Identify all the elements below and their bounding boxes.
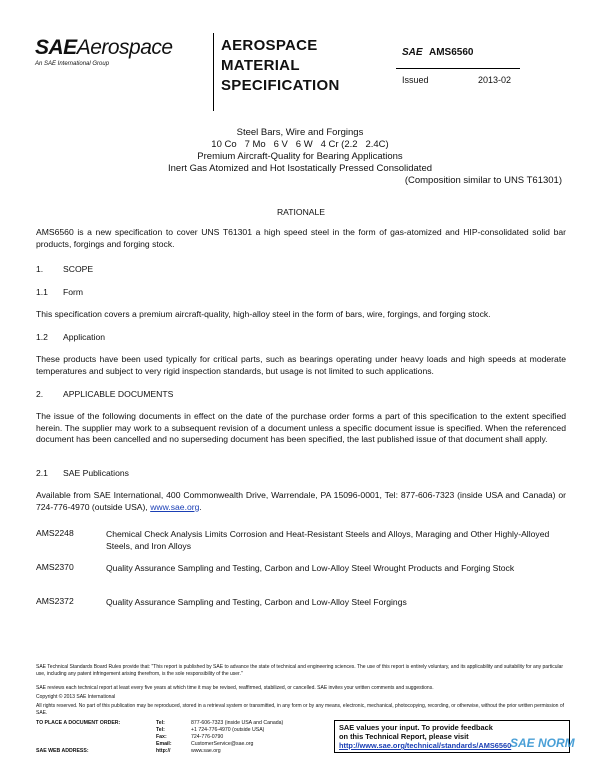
sae-norm-watermark: SAE NORM xyxy=(510,736,575,750)
section-number: 2. xyxy=(36,389,44,399)
fax-number: 724-776-0790 xyxy=(191,734,224,740)
issued-label: Issued xyxy=(402,75,429,85)
feedback-link[interactable]: http://www.sae.org/technical/standards/AMS6560 xyxy=(339,741,512,750)
title-line-2: 10 Co 7 Mo 6 V 6 W 4 Cr (2.2 2.4C) xyxy=(211,139,389,150)
order-contacts xyxy=(36,720,283,755)
section-number: 1.1 xyxy=(36,287,48,297)
web-label: SAE WEB ADDRESS: xyxy=(36,748,89,754)
review-notice: SAE reviews each technical report at least every five years at which time it may be revised, reaffirmed, stabilized, or cancelled. SAE invites your written comments and suggestions. xyxy=(36,685,434,691)
logo-brand: SAE xyxy=(35,36,77,59)
tel-inside-usa: 877-606-7323 (inside USA and Canada) xyxy=(191,720,284,726)
order-label: TO PLACE A DOCUMENT ORDER: xyxy=(36,720,121,726)
id-box-divider xyxy=(396,68,520,69)
sentence-end: . xyxy=(199,501,202,512)
title-line-3: Premium Aircraft-Quality for Bearing Applications xyxy=(197,151,403,162)
ref-text-ams2370: Quality Assurance Sampling and Testing, Carbon and Low-Alloy Steel Wrought Products and Forging Stock xyxy=(106,563,515,573)
web-address[interactable]: www.sae.org xyxy=(191,748,221,754)
ref-text-ams2372: Quality Assurance Sampling and Testing, Carbon and Low-Alloy Steel Forgings xyxy=(106,597,407,607)
standards-board-notice: SAE Technical Standards Board Rules provide that: "This report is published by SAE to advance the state of technical and engineering sciences. The use of this report is entirely voluntary, and its applicability and suitability for any particular use, including any patent infringement arising therefrom, is the sole responsibility of the user." xyxy=(36,664,564,677)
sae-website-link[interactable]: www.sae.org xyxy=(150,501,200,512)
spec-title-line3: SPECIFICATION xyxy=(221,77,340,94)
section-1-1-heading xyxy=(36,287,83,297)
ref-text-ams2248: Chemical Check Analysis Limits Corrosion and Heat-Resistant Steels and Alloys, Maraging and Other Highly-Alloyed Steels, and Iron Alloys xyxy=(106,529,550,551)
section-1-1-text: This specification covers a premium aircraft-quality, high-alloy steel in the form of bars, wire, forgings, and forging stock. xyxy=(36,309,491,319)
rationale-text: AMS6560 is a new specification to cover UNS T61301 a high speed steel in the form of gas-atomized and HIP-consolidated solid bar products, forgings and forging stock. xyxy=(36,227,566,249)
spec-title-line1: AEROSPACE xyxy=(221,37,318,54)
ref-code-ams2248: AMS2248 xyxy=(36,528,74,538)
rights-notice: All rights reserved. No part of this publication may be reproduced, stored in a retrieval system or transmitted, in any form or by any means, electronic, mechanical, photocopying, recording, or otherwise, without the prior written permission of SAE. xyxy=(36,703,565,716)
tel-label: Tel: xyxy=(156,720,165,726)
fax-label: Fax: xyxy=(156,734,167,740)
title-line-4: Inert Gas Atomized and Hot Isostatically Pressed Consolidated xyxy=(167,163,433,174)
sae-aerospace-logo xyxy=(35,37,173,68)
section-title: Form xyxy=(63,287,84,297)
section-2-heading xyxy=(36,389,173,399)
section-title: Application xyxy=(63,332,106,342)
rationale-heading: RATIONALE xyxy=(276,207,326,217)
email-address[interactable]: CustomerService@sae.org xyxy=(191,741,254,747)
logo-word: Aerospace xyxy=(76,36,173,59)
tel-outside-usa: +1 724-776-4970 (outside USA) xyxy=(191,727,265,733)
http-label: http:// xyxy=(156,748,171,754)
sae-contact-text: Available from SAE International, 400 Commonwealth Drive, Warrendale, PA 15096-0001, Tel: 877-606-7323 (inside USA and Canada) or 724-776-4970 (outside USA), xyxy=(36,490,566,512)
section-title: SAE Publications xyxy=(63,468,129,478)
section-2-1-text xyxy=(36,490,566,513)
section-title: SCOPE xyxy=(63,264,94,274)
feedback-line-1: SAE values your input. To provide feedback xyxy=(339,723,493,732)
section-number: 2.1 xyxy=(36,468,48,478)
section-title: APPLICABLE DOCUMENTS xyxy=(63,389,174,399)
document-number: AMS6560 xyxy=(429,47,474,58)
spec-title xyxy=(221,36,340,96)
copyright: Copyright © 2013 SAE International xyxy=(36,694,116,700)
title-line-1: Steel Bars, Wire and Forgings xyxy=(236,127,364,138)
tel-label: Tel: xyxy=(156,727,165,733)
section-number: 1. xyxy=(36,264,44,274)
section-2-text: The issue of the following documents in effect on the date of the purchase order forms a part of this specification to the extent specified herein. The supplier may work to a subsequent revision of a document unless a specific document issue is specified. When the referenced document has been cancelled and no superseding document has been specified, the last published issue of that document shall apply. xyxy=(36,411,566,445)
ref-code-ams2370: AMS2370 xyxy=(36,562,74,572)
section-1-heading xyxy=(36,264,93,274)
spec-title-line2: MATERIAL xyxy=(221,57,300,74)
header-divider xyxy=(213,33,214,111)
issued-date: 2013-02 xyxy=(478,75,512,85)
document-id-box xyxy=(396,36,520,90)
section-1-2-text: These products have been used typically for critical parts, such as bearings operating under heavy loads and high speeds at moderate temperatures and subject to very rigid inspection standards, but usage is not limited to such applications. xyxy=(36,354,566,376)
section-1-2-heading xyxy=(36,332,105,342)
ref-code-ams2372: AMS2372 xyxy=(36,596,74,606)
logo-subtitle: An SAE International Group xyxy=(35,61,110,67)
feedback-line-2: on this Technical Report, please visit xyxy=(339,732,469,741)
section-number: 1.2 xyxy=(36,332,48,342)
sae-mark: SAE xyxy=(402,47,423,58)
title-line-5: (Composition similar to UNS T61301) xyxy=(404,175,562,186)
section-2-1-heading xyxy=(36,468,129,478)
email-label: Email: xyxy=(156,741,172,747)
